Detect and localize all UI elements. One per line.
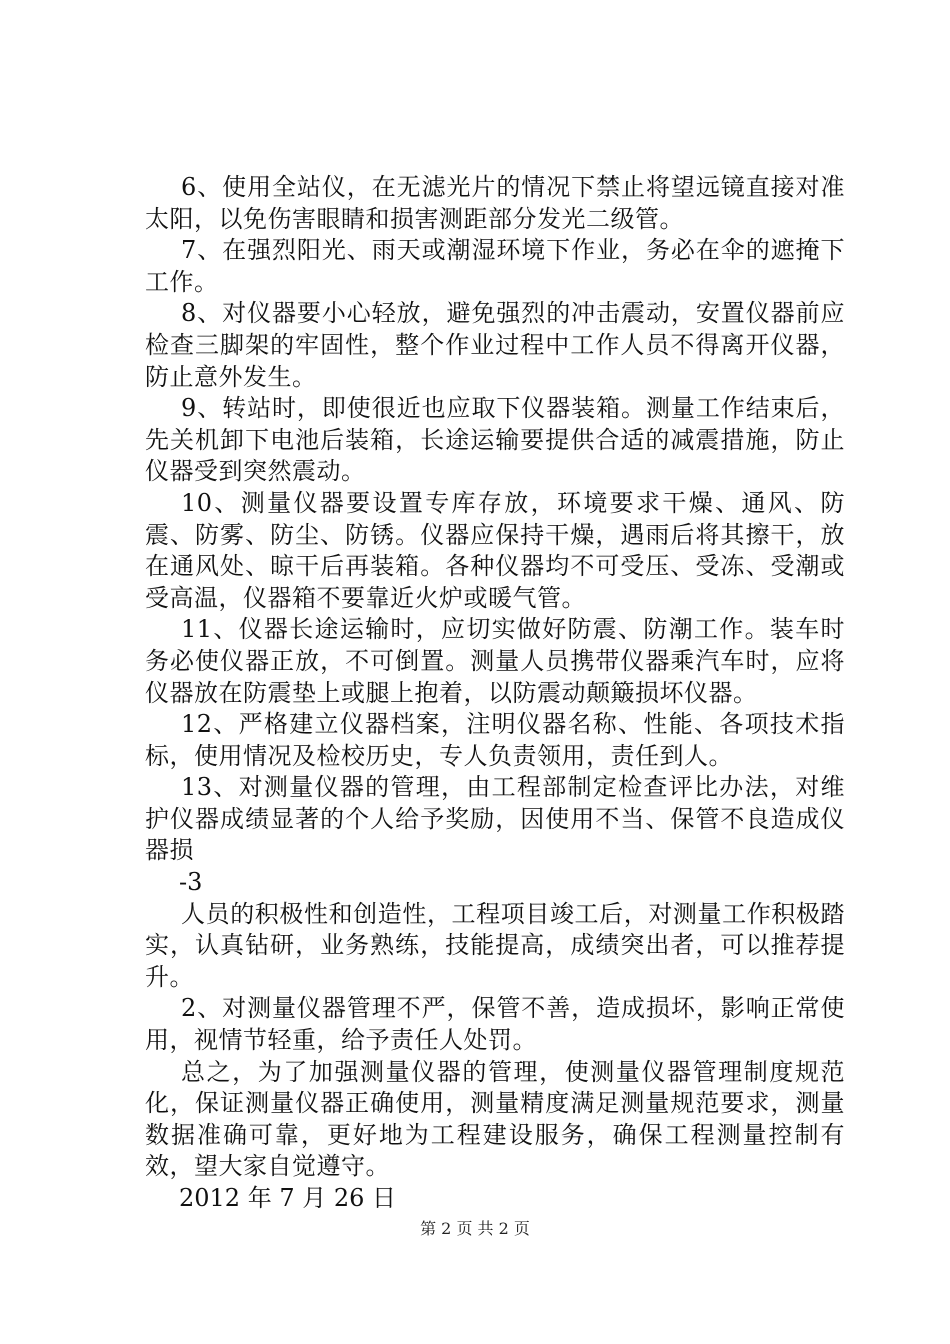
paragraph-item-8: 8、对仪器要小心轻放，避免强烈的冲击震动，安置仪器前应检查三脚架的牢固性，整个作业过程中工作人员不得离开仪器，防止意外发生。 (145, 299, 845, 391)
document-date: 2012 年 7 月 26 日 (179, 1184, 397, 1212)
paragraph-item-13: 13、对测量仪器的管理，由工程部制定检查评比办法，对维护仪器成绩显著的个人给予奖励，因使用不当、保管不良造成仪器损 (145, 773, 845, 865)
paragraph-item-6: 6、使用全站仪，在无滤光片的情况下禁止将望远镜直接对准太阳，以免伤害眼睛和损害测距部分发光二级管。 (145, 173, 845, 233)
document-body (145, 172, 845, 1215)
paragraph-item-11: 11、仪器长途运输时，应切实做好防震、防潮工作。装车时务必使仪器正放，不可倒置。测量人员携带仪器乘汽车时，应将仪器放在防震垫上或腿上抱着，以防震动颠簸损坏仪器。 (145, 615, 845, 707)
paragraph-item-9: 9、转站时，即使很近也应取下仪器装箱。测量工作结束后，先关机卸下电池后装箱，长途运输要提供合适的减震措施，防止仪器受到突然震动。 (145, 394, 845, 486)
paragraph-continuation: 人员的积极性和创造性，工程项目竣工后，对测量工作积极踏实，认真钻研，业务熟练，技能提高，成绩突出者，可以推荐提升。 (145, 899, 845, 991)
inline-page-marker: -3 (179, 868, 203, 897)
page-footer: 第 2 页 共 2 页 (420, 1219, 530, 1238)
paragraph-conclusion: 总之，为了加强测量仪器的管理，使测量仪器管理制度规范化，保证测量仪器正确使用，测量精度满足测量规范要求，测量数据准确可靠，更好地为工程建设服务，确保工程测量控制有效，望大家自觉遵守。 (145, 1057, 845, 1181)
paragraph-item-10: 10、测量仪器要设置专库存放，环境要求干燥、通风、防震、防雾、防尘、防锈。仪器应保持干燥，遇雨后将其擦干，放在通风处、晾干后再装箱。各种仪器均不可受压、受冻、受潮或受高温，仪器箱不要靠近火炉或暖气管。 (145, 488, 845, 612)
paragraph-item-12: 12、严格建立仪器档案，注明仪器名称、性能、各项技术指标，使用情况及检校历史，专人负责领用，责任到人。 (145, 710, 845, 770)
paragraph-penalty: 2、对测量仪器管理不严，保管不善，造成损坏，影响正常使用，视情节轻重，给予责任人处罚。 (145, 994, 845, 1055)
paragraph-item-7: 7、在强烈阳光、雨天或潮湿环境下作业，务必在伞的遮掩下工作。 (145, 236, 845, 296)
